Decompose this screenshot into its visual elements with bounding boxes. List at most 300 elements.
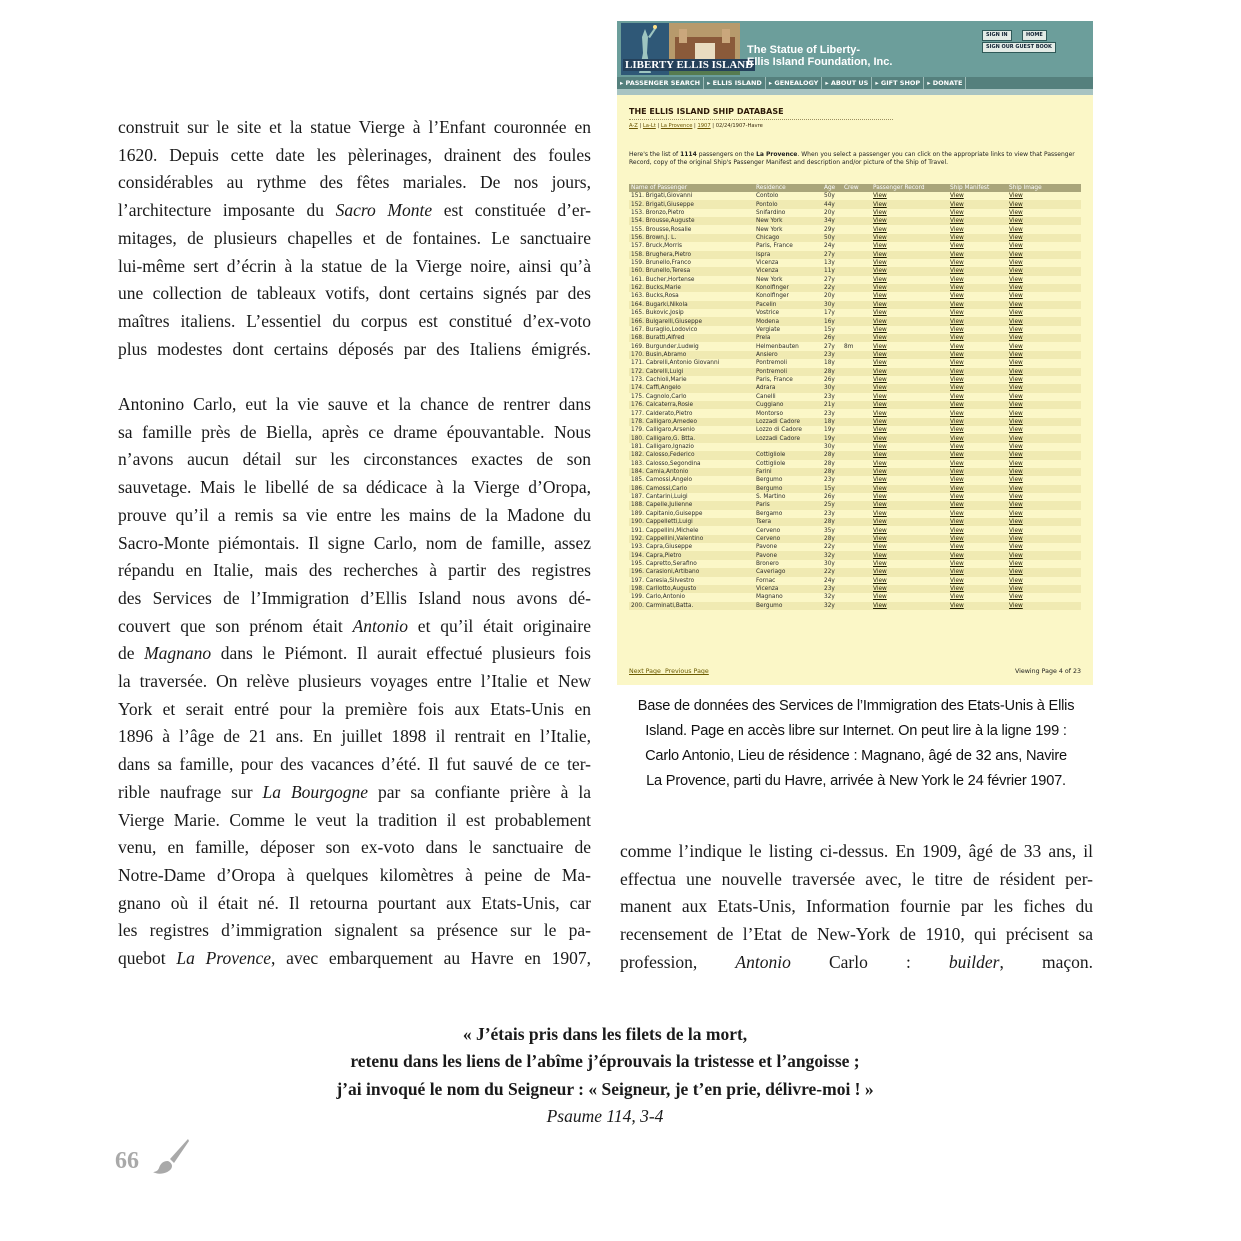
passenger-record-link[interactable]: View: [871, 384, 948, 392]
previous-page-link[interactable]: Previous Page: [664, 668, 709, 675]
residence: Cerveno: [756, 527, 781, 534]
residence: Vergiate: [756, 326, 781, 333]
ship-manifest-link[interactable]: View: [950, 293, 964, 300]
crew: [842, 217, 871, 225]
passenger-record-link[interactable]: View: [873, 443, 887, 450]
table-row: [629, 501, 1081, 509]
ship-image-link[interactable]: View: [1007, 284, 1081, 292]
ship-image-link[interactable]: View: [1009, 226, 1023, 233]
ship-manifest-link[interactable]: View: [948, 535, 1007, 543]
passenger-record-link[interactable]: View: [873, 226, 887, 233]
table-row: [629, 560, 1081, 568]
text-line: les registres d’immigration signalent sa présence sur le pa-: [118, 920, 591, 941]
table-row: [629, 485, 1081, 493]
ship-manifest-link[interactable]: View: [950, 226, 964, 233]
passenger-record-link[interactable]: View: [873, 510, 887, 517]
residence: Pontremoli: [756, 360, 788, 367]
age: 35y: [824, 527, 835, 534]
ship-image-link[interactable]: View: [1007, 401, 1081, 409]
table-row: [629, 267, 1081, 275]
ship-image-link[interactable]: View: [1007, 251, 1081, 259]
residence: Pacelin: [754, 301, 822, 309]
ship-image-link[interactable]: View: [1007, 535, 1081, 543]
ship-manifest-link[interactable]: View: [950, 544, 964, 551]
ship-image-link[interactable]: View: [1009, 377, 1023, 384]
passenger-record-link[interactable]: View: [873, 494, 887, 501]
residence: Caveriago: [754, 568, 822, 576]
ship-manifest-link[interactable]: View: [948, 485, 1007, 493]
age: 20y: [824, 209, 835, 216]
ship-image-link[interactable]: View: [1007, 451, 1081, 459]
passenger-name: 184. Camia,Antonio: [629, 468, 754, 476]
ship-manifest-link[interactable]: View: [948, 551, 1007, 559]
ship-manifest-link[interactable]: View: [948, 568, 1007, 576]
ship-image-link[interactable]: View: [1007, 267, 1081, 275]
crew: [842, 577, 871, 585]
ship-image-link[interactable]: View: [1007, 518, 1081, 526]
ship-manifest-link[interactable]: View: [948, 251, 1007, 259]
residence: New York: [756, 276, 783, 283]
table-row: [629, 326, 1081, 334]
ship-image-link[interactable]: View: [1007, 585, 1081, 593]
passenger-record-link[interactable]: View: [873, 260, 887, 267]
passenger-record-link[interactable]: View: [871, 568, 948, 576]
passenger-table: [629, 184, 1081, 610]
ship-manifest-link[interactable]: View: [948, 602, 1007, 610]
passenger-record-link[interactable]: View: [873, 293, 887, 300]
ship-image-link[interactable]: View: [1009, 560, 1023, 567]
nav-genealogy[interactable]: ▸ GENEALOGY: [766, 77, 823, 89]
ship-image-link[interactable]: View: [1007, 351, 1081, 359]
text-line: maîtres italiens. L’essentiel du corpus est constitué d’ex-voto: [118, 310, 591, 331]
ship-manifest-link[interactable]: View: [950, 360, 964, 367]
ship-manifest-link[interactable]: View: [950, 594, 964, 601]
ship-image-link[interactable]: View: [1009, 594, 1023, 601]
ship-manifest-link[interactable]: View: [948, 384, 1007, 392]
passenger-record-link[interactable]: View: [871, 368, 948, 376]
age: 27y: [822, 251, 842, 259]
age: 30y: [822, 384, 842, 392]
passenger-record-link[interactable]: View: [871, 284, 948, 292]
ship-image-link[interactable]: View: [1007, 368, 1081, 376]
passenger-record-link[interactable]: View: [873, 410, 887, 417]
passenger-name: 174. Caffi,Angelo: [629, 384, 754, 392]
ship-manifest-link[interactable]: View: [948, 585, 1007, 593]
crew: [842, 368, 871, 376]
crew: [842, 568, 871, 576]
ship-image-link[interactable]: View: [1009, 544, 1023, 551]
table-row: [629, 192, 1081, 200]
intro-text: Here's the list of 1114 passengers on the La Provence. When you select a passenger you can click on the appropriate links to view that Passenger Record, copy of the original Ship's Passenger Manifest and description and/or picture of the Ship of Travel.: [629, 151, 1075, 166]
ship-manifest-link[interactable]: View: [948, 317, 1007, 325]
text-line: lui-même sert d’écrin à la statue de la Vierge noire, ainsi qu’à: [118, 255, 591, 276]
table-body: [629, 192, 1081, 610]
ship-image-link[interactable]: View: [1007, 602, 1081, 610]
passenger-record-link[interactable]: View: [873, 594, 887, 601]
passenger-name: 180. Calligaro,G. Btta.: [629, 434, 754, 442]
passenger-record-link[interactable]: View: [873, 577, 887, 584]
nav-about-us[interactable]: ▸ ABOUT US: [822, 77, 872, 89]
ship-manifest-link[interactable]: View: [948, 234, 1007, 242]
crew: [842, 309, 871, 317]
crew: [842, 234, 871, 242]
passenger-record-link[interactable]: View: [873, 560, 887, 567]
residence: Chicago: [754, 234, 822, 242]
passenger-name: 165. Bukovic,Josip: [631, 310, 684, 317]
passenger-record-link[interactable]: View: [871, 518, 948, 526]
crew: [842, 284, 871, 292]
ship-manifest-link[interactable]: View: [948, 267, 1007, 275]
ship-image-link[interactable]: View: [1009, 510, 1023, 517]
passenger-name: 171. Cabrelli,Antonio Giovanni: [631, 360, 720, 367]
ship-manifest-link[interactable]: View: [950, 276, 964, 283]
passenger-name: 183. Calosso,Segondina: [631, 460, 701, 467]
ship-manifest-link[interactable]: View: [950, 326, 964, 333]
ship-manifest-link[interactable]: View: [950, 527, 964, 534]
ship-manifest-link[interactable]: View: [950, 460, 964, 467]
paintbrush-icon: [152, 1137, 190, 1175]
passenger-record-link[interactable]: View: [871, 234, 948, 242]
passenger-name: 160. Brunello,Teresa: [629, 267, 754, 275]
nav-donate[interactable]: ▸ DONATE: [924, 77, 966, 89]
residence: Tsera: [754, 518, 822, 526]
table-row: [629, 526, 1081, 534]
ship-image-link[interactable]: View: [1009, 209, 1023, 216]
crew: [842, 251, 871, 259]
crew: [842, 526, 871, 534]
passenger-name: 163. Bucks,Rosa: [631, 293, 679, 300]
passenger-record-link[interactable]: View: [871, 200, 948, 208]
passenger-record-link[interactable]: View: [871, 251, 948, 259]
ship-image-link[interactable]: View: [1007, 334, 1081, 342]
age: 18y: [822, 418, 842, 426]
passenger-record-link[interactable]: View: [871, 217, 948, 225]
ship-manifest-link[interactable]: View: [948, 301, 1007, 309]
passenger-record-link[interactable]: View: [871, 434, 948, 442]
age: 21y: [822, 401, 842, 409]
crew: [842, 259, 871, 267]
passenger-record-link[interactable]: View: [871, 535, 948, 543]
passenger-record-link[interactable]: View: [873, 427, 887, 434]
residence: Snifardino: [756, 209, 786, 216]
ship-manifest-link[interactable]: View: [950, 343, 964, 350]
passenger-record-link[interactable]: View: [871, 551, 948, 559]
ship-manifest-link[interactable]: View: [950, 443, 964, 450]
crew: [842, 359, 871, 367]
ship-manifest-link[interactable]: View: [948, 434, 1007, 442]
ship-manifest-link[interactable]: View: [948, 334, 1007, 342]
passenger-record-link[interactable]: View: [873, 460, 887, 467]
column-header: Crew: [842, 184, 871, 192]
age: 32y: [822, 551, 842, 559]
age: 26y: [824, 494, 835, 501]
breadcrumb-range[interactable]: La-Lt: [642, 123, 656, 129]
age: 27y: [824, 276, 835, 283]
ship-manifest-link[interactable]: View: [948, 401, 1007, 409]
passenger-name: 159. Brunello,Franco: [631, 260, 691, 267]
crew: [842, 585, 871, 593]
ship-image-link[interactable]: View: [1009, 293, 1023, 300]
passenger-name: 167. Buraglio,Lodovico: [631, 326, 698, 333]
ship-manifest-link[interactable]: View: [950, 377, 964, 384]
text-line: gnano où il était né. Il retourna pourtant aux Etats-Unis, car: [118, 892, 591, 913]
table-row: [629, 577, 1081, 585]
table-row: [629, 476, 1081, 484]
nav-ellis-island[interactable]: ▸ ELLIS ISLAND: [704, 77, 766, 89]
table-row: [629, 518, 1081, 526]
ship-manifest-link[interactable]: View: [948, 501, 1007, 509]
ship-image-link[interactable]: View: [1007, 384, 1081, 392]
passenger-record-link[interactable]: View: [871, 351, 948, 359]
table-row: [629, 234, 1081, 242]
nav-gift-shop[interactable]: ▸ GIFT SHOP: [872, 77, 924, 89]
age: 28y: [824, 460, 835, 467]
passenger-name: 186. Camossi,Carlo: [629, 485, 754, 493]
ship-image-link[interactable]: View: [1007, 317, 1081, 325]
crew: [842, 200, 871, 208]
ship-manifest-link[interactable]: View: [950, 494, 964, 501]
ship-image-link[interactable]: View: [1009, 243, 1023, 250]
text-line: Antonino Carlo, eut la vie sauve et la chance de rentrer dans: [118, 394, 591, 415]
ship-image-link[interactable]: View: [1009, 427, 1023, 434]
passenger-name: 195. Capretto,Serafino: [631, 560, 697, 567]
age: 32y: [824, 594, 835, 601]
ship-image-link[interactable]: View: [1009, 276, 1023, 283]
ship-image-link[interactable]: View: [1007, 234, 1081, 242]
ship-manifest-link[interactable]: View: [950, 260, 964, 267]
ship-manifest-link[interactable]: View: [950, 510, 964, 517]
table-row: [629, 342, 1081, 350]
passenger-record-link[interactable]: View: [873, 377, 887, 384]
passenger-record-link[interactable]: View: [871, 267, 948, 275]
table-row: [629, 225, 1081, 233]
ship-manifest-link[interactable]: View: [950, 193, 964, 200]
passenger-record-link[interactable]: View: [871, 585, 948, 593]
ship-image-link[interactable]: View: [1007, 434, 1081, 442]
ship-manifest-link[interactable]: View: [948, 518, 1007, 526]
ship-image-link[interactable]: View: [1009, 443, 1023, 450]
table-row: [629, 434, 1081, 442]
ship-manifest-link[interactable]: View: [950, 393, 964, 400]
table-row: [629, 301, 1081, 309]
crew: [842, 501, 871, 509]
ship-image-link[interactable]: View: [1009, 343, 1023, 350]
passenger-name: 161. Bucher,Hortense: [631, 276, 695, 283]
passenger-name: 198. Carllotto,Augusto: [629, 585, 754, 593]
age: 26y: [822, 334, 842, 342]
text-line: York et serait entré pour la première fois aux Etats-Unis en: [118, 698, 591, 719]
passenger-record-link[interactable]: View: [871, 485, 948, 493]
passenger-name: 170. Busin,Abramo: [629, 351, 754, 359]
passenger-record-link[interactable]: View: [873, 326, 887, 333]
passenger-name: 152. Brigati,Giuseppe: [629, 200, 754, 208]
residence: Cerveno: [754, 535, 822, 543]
text-line: sauvetage. Mais le libellé de sa dédicace à la Vierge d’Oropa,: [118, 477, 591, 498]
ship-manifest-link[interactable]: View: [950, 209, 964, 216]
crew: [842, 418, 871, 426]
passenger-name: 176. Calcaterra,Rosie: [629, 401, 754, 409]
ship-image-link[interactable]: View: [1009, 260, 1023, 267]
residence: S. Martino: [756, 494, 786, 501]
table-row: [629, 535, 1081, 543]
ship-image-link[interactable]: View: [1009, 460, 1023, 467]
table-row: [629, 284, 1081, 292]
breadcrumb-year[interactable]: 1907: [697, 123, 711, 129]
crew: [842, 485, 871, 493]
residence: Lozzadi Cadore: [754, 434, 822, 442]
age: 19y: [822, 434, 842, 442]
age: 30y: [824, 443, 835, 450]
residence: [754, 443, 822, 451]
ship-manifest-link[interactable]: View: [950, 243, 964, 250]
ship-image-link[interactable]: View: [1007, 200, 1081, 208]
passenger-record-link[interactable]: View: [873, 209, 887, 216]
ship-manifest-link[interactable]: View: [950, 310, 964, 317]
ship-manifest-link[interactable]: View: [950, 560, 964, 567]
passenger-record-link[interactable]: View: [873, 527, 887, 534]
ship-image-link[interactable]: View: [1007, 485, 1081, 493]
passenger-record-link[interactable]: View: [871, 602, 948, 610]
ship-manifest-link[interactable]: View: [950, 477, 964, 484]
column-header: Ship Manifest: [948, 184, 1007, 192]
passenger-name: 173. Cachioli,Marie: [631, 377, 687, 384]
ship-image-link[interactable]: View: [1009, 477, 1023, 484]
passenger-record-link[interactable]: View: [873, 276, 887, 283]
quote-reference: Psaume 114, 3-4: [546, 1106, 664, 1127]
ship-image-link[interactable]: View: [1009, 360, 1023, 367]
breadcrumb-ship[interactable]: La Provence: [660, 123, 693, 129]
crew: [842, 518, 871, 526]
ship-manifest-link[interactable]: View: [950, 577, 964, 584]
passenger-record-link[interactable]: View: [871, 317, 948, 325]
age: 26y: [824, 377, 835, 384]
ship-image-link[interactable]: View: [1009, 494, 1023, 501]
text-line: mitages, de plusieurs chapelles et de fontaines. Le sanctuaire: [118, 227, 591, 248]
residence: Konolfinger: [754, 284, 822, 292]
passenger-record-link[interactable]: View: [873, 343, 887, 350]
passenger-record-link[interactable]: View: [871, 418, 948, 426]
passenger-record-link[interactable]: View: [871, 301, 948, 309]
sign-in-button[interactable]: SIGN IN: [982, 30, 1012, 41]
passenger-record-link[interactable]: View: [873, 310, 887, 317]
passenger-record-link[interactable]: View: [873, 544, 887, 551]
crew: [842, 376, 871, 384]
passenger-name: 196. Carasioni,Artibano: [629, 568, 754, 576]
passenger-name: 182. Calosso,Federico: [629, 451, 754, 459]
ship-image-link[interactable]: View: [1009, 193, 1023, 200]
ship-image-link[interactable]: View: [1007, 568, 1081, 576]
age: 44y: [822, 200, 842, 208]
ship-image-link[interactable]: View: [1007, 217, 1081, 225]
nav-passenger-search[interactable]: ▸ PASSENGER SEARCH: [617, 77, 704, 89]
residence: Bronero: [756, 560, 779, 567]
age: 17y: [824, 310, 835, 317]
residence: Vicenza: [754, 585, 822, 593]
text-line: plus modestes dont certains déposés par des Italiens émigrés.: [118, 338, 591, 359]
figure-caption: Base de données des Services de l’Immigration des Etats-Unis à Ellis Island. Page en accès libre sur Internet. On peut lire à la ligne 199 : Carlo Antonio, Lieu de résidence : Magnano, âgé de 32 ans, Navire La Provence, parti du Havre, arrivée à New York le 24 février 1907.: [637, 698, 1075, 789]
table-row: [629, 359, 1081, 367]
passenger-name: 193. Capra,Giuseppe: [631, 544, 693, 551]
breadcrumb-az[interactable]: A-Z: [629, 123, 638, 129]
ship-manifest-link[interactable]: View: [948, 368, 1007, 376]
ship-manifest-link[interactable]: View: [950, 427, 964, 434]
age: 23y: [824, 410, 835, 417]
ship-manifest-link[interactable]: View: [948, 200, 1007, 208]
age: 18y: [824, 360, 835, 367]
residence: Fornac: [756, 577, 776, 584]
ship-manifest-link[interactable]: View: [948, 351, 1007, 359]
passenger-name: 166. Bulgarelli,Giuseppe: [629, 317, 754, 325]
residence: Cuggiano: [754, 401, 822, 409]
text-line: prouve qu’il a remis sa vie entre les mains de la Madone du: [118, 504, 591, 525]
ellis-island-screenshot: [617, 21, 1093, 685]
ship-manifest-link[interactable]: View: [948, 418, 1007, 426]
age: 22y: [824, 544, 835, 551]
ship-image-link[interactable]: View: [1009, 410, 1023, 417]
passenger-record-link[interactable]: View: [873, 360, 887, 367]
ship-image-link[interactable]: View: [1009, 310, 1023, 317]
residence: Contolo: [756, 193, 779, 200]
passenger-record-link[interactable]: View: [873, 243, 887, 250]
ship-image-link[interactable]: View: [1007, 551, 1081, 559]
passenger-record-link[interactable]: View: [871, 468, 948, 476]
age: 15y: [824, 326, 835, 333]
ship-image-link[interactable]: View: [1009, 577, 1023, 584]
passenger-name: 155. Brousse,Rosalie: [631, 226, 692, 233]
passenger-record-link[interactable]: View: [871, 501, 948, 509]
ship-image-link[interactable]: View: [1009, 326, 1023, 333]
text-line: la traversée. On relève plusieurs voyages entre l’Italie et New: [118, 671, 591, 692]
text-line: construit sur le site et la statue Vierge à l’Enfant couronnée en: [118, 117, 591, 137]
passenger-record-link[interactable]: View: [873, 193, 887, 200]
home-button[interactable]: HOME: [1022, 30, 1047, 41]
ship-manifest-link[interactable]: View: [948, 284, 1007, 292]
text-line: 1896 à l’âge de 21 ans. En juillet 1898 il rentrait en l’Italie,: [118, 726, 591, 747]
age: 30y: [822, 301, 842, 309]
ship-image-link[interactable]: View: [1009, 527, 1023, 534]
residence: Ansiero: [754, 351, 822, 359]
residence: Pontremoli: [754, 368, 822, 376]
column-header: Residence: [754, 184, 822, 192]
passenger-record-link[interactable]: View: [873, 477, 887, 484]
ship-image-link[interactable]: View: [1007, 501, 1081, 509]
next-page-link[interactable]: Next Page: [629, 668, 661, 675]
residence: Pavone: [756, 544, 778, 551]
passenger-record-link[interactable]: View: [873, 393, 887, 400]
ship-image-link[interactable]: View: [1007, 418, 1081, 426]
guest-book-button[interactable]: SIGN OUR GUEST BOOK: [982, 42, 1056, 53]
passenger-name: 194. Capra,Pietro: [629, 551, 754, 559]
column-header: Name of Passenger: [629, 184, 754, 192]
ship-manifest-link[interactable]: View: [948, 451, 1007, 459]
passenger-record-link[interactable]: View: [871, 334, 948, 342]
crew: [842, 351, 871, 359]
table-row: [629, 543, 1081, 551]
passenger-record-link[interactable]: View: [871, 451, 948, 459]
passenger-name: 190. Cappelletti,Luigi: [629, 518, 754, 526]
passenger-record-link[interactable]: View: [871, 401, 948, 409]
residence: Bergumo: [754, 602, 822, 610]
text-line: profession, Antonio Carlo : builder, maçon.: [620, 951, 1093, 972]
ship-image-link[interactable]: View: [1007, 468, 1081, 476]
ship-image-link[interactable]: View: [1007, 301, 1081, 309]
ship-manifest-link[interactable]: View: [948, 217, 1007, 225]
column-header: Age: [822, 184, 842, 192]
ship-manifest-link[interactable]: View: [948, 468, 1007, 476]
age: 13y: [824, 260, 835, 267]
ship-manifest-link[interactable]: View: [950, 410, 964, 417]
ship-image-link[interactable]: View: [1009, 393, 1023, 400]
